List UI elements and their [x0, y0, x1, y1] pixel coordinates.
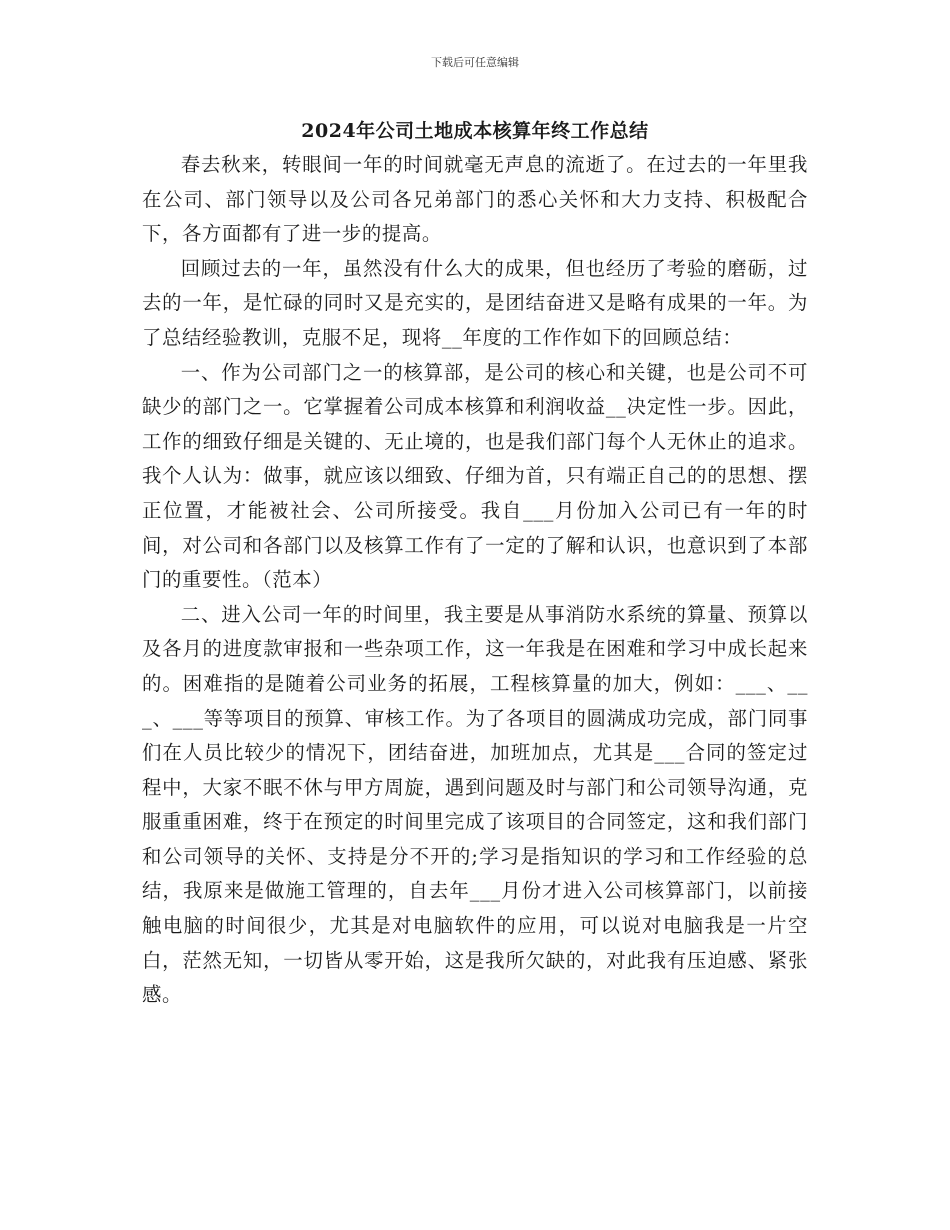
document-body: [142, 148, 808, 1013]
paragraph-intro: 春去秋来，转眼间一年的时间就毫无声息的流逝了。在过去的一年里我在公司、部门领导以及公司各兄弟部门的悉心关怀和大力支持、积极配合下，各方面都有了进一步的提高。: [142, 153, 808, 246]
paragraph-review: 回顾过去的一年，虽然没有什么大的成果，但也经历了考验的磨砺，过去的一年，是忙碌的同时又是充实的，是团结奋进又是略有成果的一年。为了总结经验教训，克服不足，现将__年度的工作作如下的回顾总结：: [142, 256, 808, 349]
document-title: 2024年公司土地成本核算年终工作总结: [301, 120, 649, 142]
header-note: 下载后可任意编辑: [431, 56, 519, 69]
paragraph-section-1: 一、作为公司部门之一的核算部，是公司的核心和关键，也是公司不可缺少的部门之一。它掌握着公司成本核算和利润收益__决定性一步。因此，工作的细致仔细是关键的、无止境的，也是我们部门每个人无休止的追求。我个人认为：做事，就应该以细致、仔细为首，只有端正自己的的思想、摆正位置，才能被社会、公司所接受。我自___月份加入公司已有一年的时间，对公司和各部门以及核算工作有了一定的了解和认识，也意识到了本部门的重要性。（范本）: [142, 360, 808, 592]
paragraph-section-2: 二、进入公司一年的时间里，我主要是从事消防水系统的算量、预算以及各月的进度款审报和一些杂项工作，这一年我是在困难和学习中成长起来的。困难指的是随着公司业务的拓展，工程核算量的加大，例如：___、___、___等等项目的预算、审核工作。为了各项目的圆满成功完成，部门同事们在人员比较少的情况下，团结奋进，加班加点，尤其是___合同的签定过程中，大家不眠不休与甲方周旋，遇到问题及时与部门和公司领导沟通，克服重重困难，终于在预定的时间里完成了该项目的合同签定，这和我们部门和公司领导的关怀、支持是分不开的;学习是指知识的学习和工作经验的总结，我原来是做施工管理的，自去年___月份才进入公司核算部门，以前接触电脑的时间很少，尤其是对电脑软件的应用，可以说对电脑我是一片空白，茫然无知，一切皆从零开始，这是我所欠缺的，对此我有压迫感、紧张感。: [142, 602, 808, 1007]
